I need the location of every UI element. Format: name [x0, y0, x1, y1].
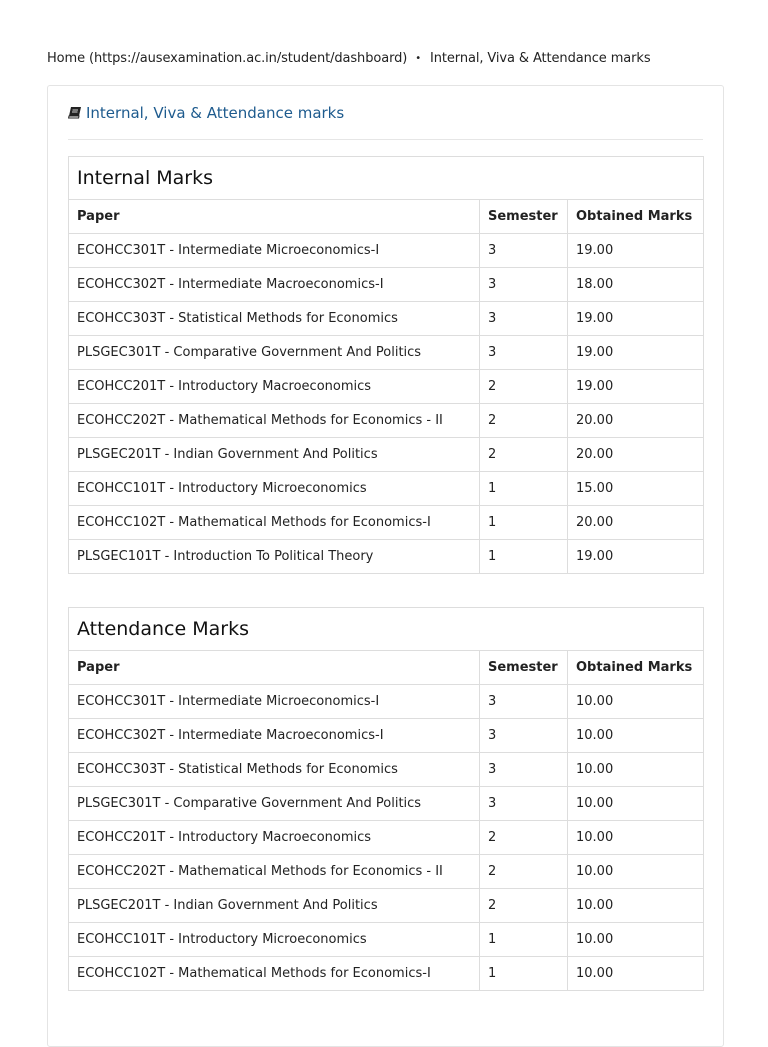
obtained-marks-cell: 15.00	[568, 472, 704, 506]
table-row	[69, 787, 704, 821]
table-row	[69, 540, 704, 574]
paper-cell: ECOHCC303T - Statistical Methods for Economics	[69, 753, 480, 787]
table-header-row	[69, 200, 704, 234]
table-row	[69, 302, 704, 336]
breadcrumb-home-link[interactable]: Home (https://ausexamination.ac.in/student/dashboard)	[47, 51, 408, 66]
paper-cell: ECOHCC201T - Introductory Macroeconomics	[69, 821, 480, 855]
column-header-obtained-marks: Obtained Marks	[568, 651, 704, 685]
semester-cell: 3	[480, 336, 568, 370]
table-row	[69, 855, 704, 889]
semester-cell: 1	[480, 957, 568, 991]
book-icon	[68, 107, 81, 119]
panel-title-link[interactable]: Internal, Viva & Attendance marks	[86, 104, 345, 122]
obtained-marks-cell: 20.00	[568, 404, 704, 438]
semester-cell: 2	[480, 889, 568, 923]
table-row	[69, 438, 704, 472]
semester-cell: 2	[480, 404, 568, 438]
paper-cell: PLSGEC201T - Indian Government And Politics	[69, 438, 480, 472]
paper-cell: ECOHCC101T - Introductory Microeconomics	[69, 923, 480, 957]
paper-cell: ECOHCC302T - Intermediate Macroeconomics-I	[69, 719, 480, 753]
panel-heading	[68, 104, 703, 140]
breadcrumb-current: Internal, Viva & Attendance marks	[430, 51, 651, 66]
obtained-marks-cell: 10.00	[568, 719, 704, 753]
paper-cell: PLSGEC301T - Comparative Government And Politics	[69, 336, 480, 370]
table-title: Attendance Marks	[69, 608, 704, 651]
obtained-marks-cell: 10.00	[568, 855, 704, 889]
obtained-marks-cell: 10.00	[568, 787, 704, 821]
marks-panel	[47, 85, 724, 1047]
semester-cell: 3	[480, 302, 568, 336]
breadcrumb-separator: •	[415, 53, 422, 64]
paper-cell: PLSGEC101T - Introduction To Political Theory	[69, 540, 480, 574]
obtained-marks-cell: 19.00	[568, 302, 704, 336]
table-row	[69, 404, 704, 438]
semester-cell: 1	[480, 472, 568, 506]
semester-cell: 1	[480, 506, 568, 540]
semester-cell: 3	[480, 685, 568, 719]
table-row	[69, 719, 704, 753]
table-row	[69, 923, 704, 957]
obtained-marks-cell: 10.00	[568, 923, 704, 957]
paper-cell: ECOHCC302T - Intermediate Macroeconomics-I	[69, 268, 480, 302]
table-row	[69, 753, 704, 787]
obtained-marks-cell: 20.00	[568, 438, 704, 472]
internal-marks-table	[68, 156, 704, 574]
paper-cell: ECOHCC102T - Mathematical Methods for Economics-I	[69, 957, 480, 991]
paper-cell: ECOHCC202T - Mathematical Methods for Economics - II	[69, 404, 480, 438]
column-header-paper: Paper	[69, 651, 480, 685]
paper-cell: ECOHCC201T - Introductory Macroeconomics	[69, 370, 480, 404]
obtained-marks-cell: 20.00	[568, 506, 704, 540]
paper-cell: ECOHCC301T - Intermediate Microeconomics-I	[69, 234, 480, 268]
table-row	[69, 957, 704, 991]
table-title: Internal Marks	[69, 157, 704, 200]
semester-cell: 3	[480, 268, 568, 302]
semester-cell: 2	[480, 370, 568, 404]
obtained-marks-cell: 10.00	[568, 821, 704, 855]
semester-cell: 3	[480, 719, 568, 753]
semester-cell: 3	[480, 753, 568, 787]
obtained-marks-cell: 10.00	[568, 685, 704, 719]
obtained-marks-cell: 10.00	[568, 957, 704, 991]
table-row	[69, 370, 704, 404]
obtained-marks-cell: 18.00	[568, 268, 704, 302]
table-row	[69, 336, 704, 370]
paper-cell: ECOHCC202T - Mathematical Methods for Economics - II	[69, 855, 480, 889]
table-row	[69, 234, 704, 268]
obtained-marks-cell: 19.00	[568, 234, 704, 268]
obtained-marks-cell: 19.00	[568, 336, 704, 370]
table-row	[69, 268, 704, 302]
semester-cell: 3	[480, 787, 568, 821]
semester-cell: 1	[480, 923, 568, 957]
paper-cell: PLSGEC201T - Indian Government And Politics	[69, 889, 480, 923]
paper-cell: ECOHCC303T - Statistical Methods for Economics	[69, 302, 480, 336]
paper-cell: PLSGEC301T - Comparative Government And Politics	[69, 787, 480, 821]
paper-cell: ECOHCC102T - Mathematical Methods for Economics-I	[69, 506, 480, 540]
table-row	[69, 472, 704, 506]
attendance-marks-table	[68, 607, 704, 991]
table-header-row	[69, 651, 704, 685]
table-row	[69, 821, 704, 855]
semester-cell: 1	[480, 540, 568, 574]
table-row	[69, 506, 704, 540]
obtained-marks-cell: 10.00	[568, 889, 704, 923]
table-row	[69, 685, 704, 719]
semester-cell: 2	[480, 438, 568, 472]
semester-cell: 2	[480, 821, 568, 855]
column-header-obtained-marks: Obtained Marks	[568, 200, 704, 234]
obtained-marks-cell: 10.00	[568, 753, 704, 787]
semester-cell: 2	[480, 855, 568, 889]
table-row	[69, 889, 704, 923]
obtained-marks-cell: 19.00	[568, 370, 704, 404]
column-header-semester: Semester	[480, 651, 568, 685]
paper-cell: ECOHCC101T - Introductory Microeconomics	[69, 472, 480, 506]
semester-cell: 3	[480, 234, 568, 268]
column-header-semester: Semester	[480, 200, 568, 234]
breadcrumb	[47, 51, 651, 66]
paper-cell: ECOHCC301T - Intermediate Microeconomics-I	[69, 685, 480, 719]
column-header-paper: Paper	[69, 200, 480, 234]
obtained-marks-cell: 19.00	[568, 540, 704, 574]
